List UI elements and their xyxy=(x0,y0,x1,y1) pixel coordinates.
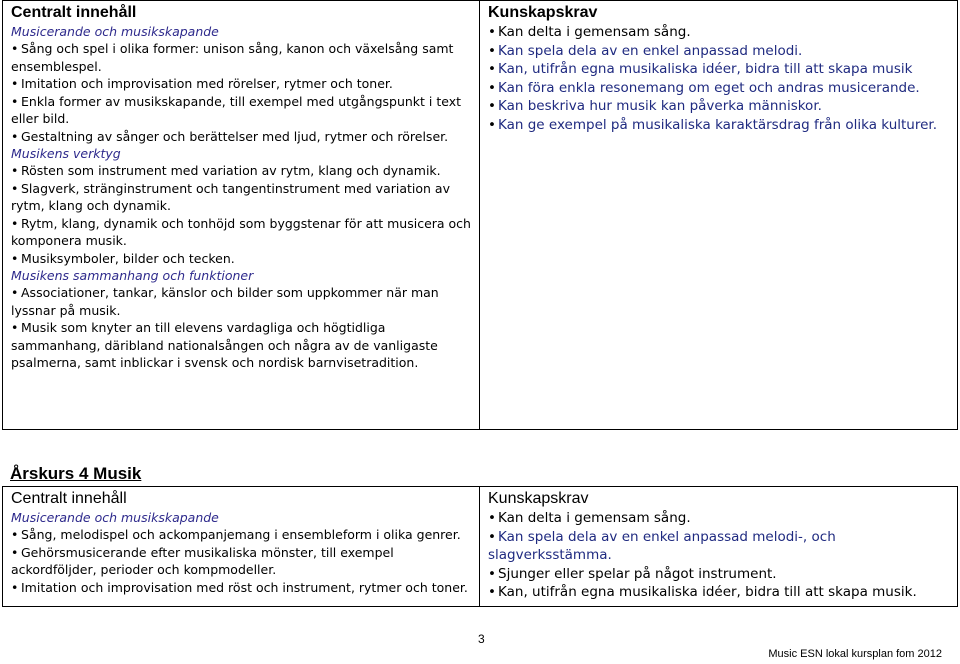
bullet-icon: • xyxy=(11,41,19,56)
list-item-text: Rösten som instrument med variation av rytm, klang och dynamik. xyxy=(21,163,441,178)
bottom-left-items xyxy=(11,526,473,596)
list-item-text: Kan ge exempel på musikaliska karaktärsdrag från olika kulturer. xyxy=(498,116,938,133)
list-item-text: Sång, melodispel och ackompanjemang i ensembleform i olika genrer. xyxy=(21,527,461,542)
list-item-text: Musik som knyter an till elevens vardagliga och högtidliga sammanhang, däribland nationalsången och några av de vanligaste psalmerna, samt inblickar i svensk och nordisk barnvisetradition. xyxy=(11,320,438,370)
top-left-sections xyxy=(11,23,473,372)
list-item-text: Kan spela dela av en enkel anpassad melodi. xyxy=(498,42,803,59)
bottom-table xyxy=(2,486,958,607)
list-item xyxy=(488,583,951,602)
bottom-left-subheading: Musicerande och musikskapande xyxy=(11,510,219,525)
list-item-text: Kan delta i gemensam sång. xyxy=(498,510,691,526)
top-table xyxy=(2,0,958,430)
list-item xyxy=(488,60,951,79)
bullet-icon: • xyxy=(488,98,496,114)
list-item xyxy=(11,319,473,372)
list-item xyxy=(11,579,473,597)
bottom-left-cell xyxy=(3,487,480,607)
top-right-heading: Kunskapskrav xyxy=(488,4,598,21)
list-item xyxy=(11,93,473,128)
bullet-icon: • xyxy=(11,215,19,231)
bullet-icon: • xyxy=(11,128,19,144)
bullet-icon: • xyxy=(488,565,496,582)
bullet-icon: • xyxy=(11,180,19,196)
bullet-icon: • xyxy=(488,42,496,59)
list-item xyxy=(11,284,473,319)
bottom-left-heading: Centralt innehåll xyxy=(11,490,127,507)
bullet-icon: • xyxy=(488,79,496,96)
bullet-icon: • xyxy=(488,116,496,133)
list-item xyxy=(11,128,473,146)
list-item xyxy=(11,40,473,75)
footer-text: Music ESN lokal kursplan fom 2012 xyxy=(768,648,942,660)
list-item-text: Sång och spel i olika former: unison sång, kanon och växelsång samt ensemblespel. xyxy=(11,41,454,74)
list-item-text: Musiksymboler, bilder och tecken. xyxy=(21,250,235,266)
list-item xyxy=(488,509,951,528)
bullet-icon: • xyxy=(11,93,19,109)
bullet-icon: • xyxy=(11,544,19,560)
list-item-text: Kan spela dela av en enkel anpassad melodi-, och slagverksstämma. xyxy=(488,528,836,563)
top-left-heading: Centralt innehåll xyxy=(11,4,137,21)
section-title: Årskurs 4 Musik xyxy=(10,464,142,483)
list-item xyxy=(488,42,951,61)
list-item xyxy=(488,528,951,565)
bullet-icon: • xyxy=(11,527,19,542)
list-item-text: Imitation och improvisation med rörelser, rytmer och toner. xyxy=(21,76,393,91)
list-item-text: Enkla former av musikskapande, till exempel med utgångspunkt i text eller bild. xyxy=(11,93,462,126)
bullet-icon: • xyxy=(11,250,19,266)
bullet-icon: • xyxy=(488,528,496,545)
bullet-icon: • xyxy=(11,163,19,178)
list-item xyxy=(11,215,473,250)
list-item xyxy=(11,162,473,180)
list-item-text: Kan delta i gemensam sång. xyxy=(498,24,691,40)
list-item xyxy=(11,526,473,544)
list-item-text: Rytm, klang, dynamik och tonhöjd som byggstenar för att musicera och komponera musik. xyxy=(11,215,471,248)
bullet-icon: • xyxy=(488,24,496,40)
list-item xyxy=(11,75,473,93)
list-item-text: Gehörsmusicerande efter musikaliska mönster, till exempel ackordföljder, perioder och kompmodeller. xyxy=(11,544,394,577)
bullet-icon: • xyxy=(11,579,19,595)
section-subheading: Musikens sammanhang och funktioner xyxy=(11,268,254,283)
bottom-right-heading: Kunskapskrav xyxy=(488,490,589,507)
list-item xyxy=(488,79,951,98)
bullet-icon: • xyxy=(488,510,496,526)
list-item-text: Gestaltning av sånger och berättelser med ljud, rytmer och rörelser. xyxy=(21,128,449,144)
top-right-cell xyxy=(480,1,958,430)
list-item xyxy=(488,23,951,42)
list-item-text: Slagverk, stränginstrument och tangentinstrument med variation av rytm, klang och dynamik. xyxy=(11,180,450,213)
top-left-cell xyxy=(3,1,480,430)
list-item xyxy=(488,116,951,135)
list-item xyxy=(11,544,473,579)
bullet-icon: • xyxy=(11,76,19,91)
list-item-text: Kan föra enkla resonemang om eget och andras musicerande. xyxy=(498,79,920,96)
bottom-right-items xyxy=(488,509,951,602)
section-subheading: Musikens verktyg xyxy=(11,146,121,161)
bullet-icon: • xyxy=(11,320,19,335)
list-item xyxy=(11,250,473,268)
list-item xyxy=(488,565,951,584)
list-item xyxy=(11,180,473,215)
bullet-icon: • xyxy=(488,61,496,77)
bottom-right-cell xyxy=(480,487,958,607)
list-item-text: Associationer, tankar, känslor och bilder som uppkommer när man lyssnar på musik. xyxy=(11,285,439,318)
list-item-text: Sjunger eller spelar på något instrument. xyxy=(498,565,777,582)
list-item-text: Imitation och improvisation med röst och instrument, rytmer och toner. xyxy=(21,579,468,595)
list-item xyxy=(488,97,951,116)
bullet-icon: • xyxy=(11,285,19,300)
top-right-items xyxy=(488,23,951,134)
bullet-icon: • xyxy=(488,584,496,600)
page-number: 3 xyxy=(478,632,485,646)
section-subheading: Musicerande och musikskapande xyxy=(11,24,219,39)
list-item-text: Kan, utifrån egna musikaliska idéer, bidra till att skapa musik xyxy=(498,61,913,77)
list-item-text: Kan, utifrån egna musikaliska idéer, bidra till att skapa musik. xyxy=(498,584,917,600)
list-item-text: Kan beskriva hur musik kan påverka människor. xyxy=(498,98,822,114)
